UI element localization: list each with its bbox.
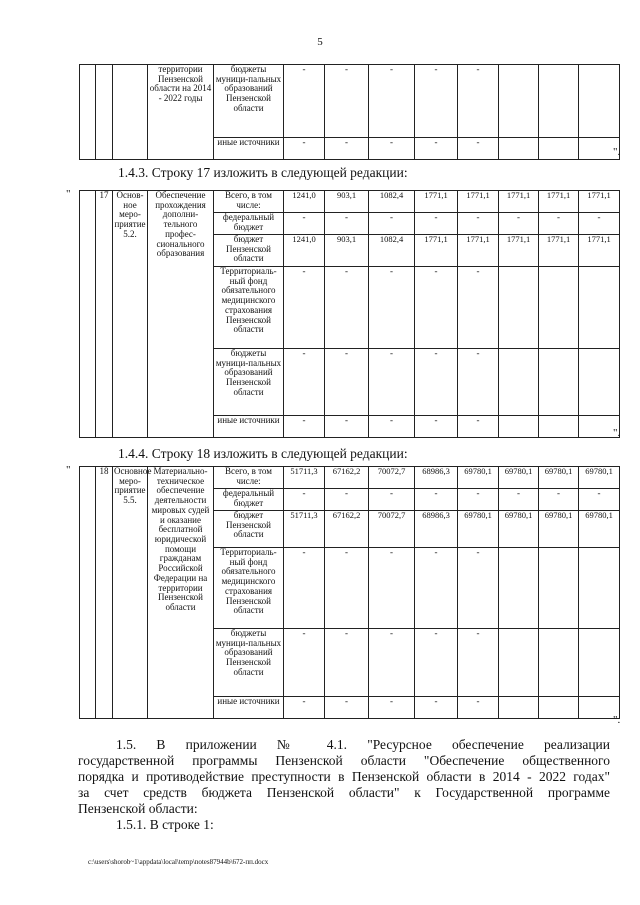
cell-empty <box>80 467 96 719</box>
paragraph-1-5 <box>78 737 610 833</box>
cell-source: бюджет Пензенской области <box>214 235 284 267</box>
cell-value <box>539 548 579 629</box>
cell-value: 1771,1 <box>579 191 620 213</box>
cell-value <box>579 65 620 138</box>
cell-value: - <box>415 267 458 349</box>
cell-source: иные источники <box>214 138 284 160</box>
cell-value: 1771,1 <box>499 235 539 267</box>
table-row-18 <box>79 466 620 719</box>
cell-value: 1771,1 <box>458 235 499 267</box>
cell-value <box>499 416 539 438</box>
paragraph-line: 1.5. В приложении № 4.1. "Ресурсное обеспечение реализации <box>116 737 610 752</box>
cell-value: - <box>325 138 369 160</box>
cell-value: - <box>458 65 499 138</box>
cell-value: - <box>284 548 325 629</box>
paragraph-line: государственной программы Пензенской области "Обеспечение общественного <box>78 753 610 768</box>
cell-value: - <box>284 629 325 697</box>
cell-value: - <box>325 65 369 138</box>
cell-value: - <box>415 697 458 719</box>
cell-value: 69780,1 <box>579 467 620 489</box>
cell-value: - <box>369 697 415 719</box>
cell-value: 1241,0 <box>284 235 325 267</box>
cell-value <box>499 65 539 138</box>
cell-value: - <box>539 213 579 235</box>
cell-event-name: Основное меро-приятие 5.5. <box>113 467 148 719</box>
closing-quote: ". <box>613 714 621 726</box>
cell-value: - <box>284 138 325 160</box>
cell-value: - <box>539 489 579 511</box>
cell-empty <box>96 65 113 160</box>
cell-value: - <box>415 416 458 438</box>
cell-source: иные источники <box>214 697 284 719</box>
cell-value: - <box>325 548 369 629</box>
cell-source: Территориаль-ный фонд обязательного медицинского страхования Пензенской области <box>214 548 284 629</box>
cell-value: 67162,2 <box>325 511 369 548</box>
cell-value: - <box>415 349 458 416</box>
file-path-footer: c:\users\shorob~1\appdata\local\temp\notes87944b\672-пп.docx <box>88 858 269 866</box>
cell-source: бюджеты муници-пальных образований Пензенской области <box>214 349 284 416</box>
cell-value: - <box>325 213 369 235</box>
cell-value: - <box>415 629 458 697</box>
cell-value: - <box>415 138 458 160</box>
cell-value: - <box>369 138 415 160</box>
cell-value <box>539 349 579 416</box>
cell-number: 17 <box>96 191 113 438</box>
cell-value: - <box>458 629 499 697</box>
cell-value: - <box>458 213 499 235</box>
cell-value: - <box>458 548 499 629</box>
cell-value: 68986,3 <box>415 467 458 489</box>
cell-description: Материально-техническое обеспечение деятельности мировых судей и оказание бесплатной юридической помощи гражданам Российской Федерации на территории Пензенской области <box>148 467 214 719</box>
cell-source: федеральный бюджет <box>214 213 284 235</box>
cell-value <box>499 629 539 697</box>
cell-event-name: Основ-ное меро-приятие 5.2. <box>113 191 148 438</box>
cell-value: - <box>284 65 325 138</box>
cell-value <box>499 267 539 349</box>
cell-value: - <box>369 65 415 138</box>
cell-value: - <box>415 489 458 511</box>
cell-value: 1771,1 <box>579 235 620 267</box>
cell-value: 70072,7 <box>369 511 415 548</box>
cell-value: 1771,1 <box>539 235 579 267</box>
cell-value: 69780,1 <box>539 511 579 548</box>
cell-value <box>499 138 539 160</box>
page-number: 5 <box>317 36 323 48</box>
cell-value <box>539 697 579 719</box>
cell-value: 903,1 <box>325 235 369 267</box>
cell-value <box>579 629 620 697</box>
cell-value: - <box>415 65 458 138</box>
cell-source: бюджеты муници-пальных образований Пензенской области <box>214 629 284 697</box>
cell-value: 69780,1 <box>539 467 579 489</box>
cell-value: - <box>284 267 325 349</box>
cell-value: - <box>325 489 369 511</box>
cell-value: 1082,4 <box>369 191 415 213</box>
cell-value: 1771,1 <box>415 235 458 267</box>
cell-value <box>539 267 579 349</box>
cell-value: - <box>369 548 415 629</box>
cell-value <box>499 548 539 629</box>
cell-value: 69780,1 <box>499 511 539 548</box>
cell-value: - <box>325 416 369 438</box>
cell-description: Обеспечение прохождения дополни-тельного профес-сионального образования <box>148 191 214 438</box>
paragraph-line: 1.5.1. В строке 1: <box>116 817 214 832</box>
cell-value: - <box>458 267 499 349</box>
cell-value <box>499 349 539 416</box>
cell-empty <box>80 65 96 160</box>
cell-value: 1082,4 <box>369 235 415 267</box>
cell-value: - <box>458 138 499 160</box>
opening-quote: " <box>66 188 71 200</box>
cell-value: - <box>415 548 458 629</box>
cell-value: - <box>499 213 539 235</box>
cell-description: территории Пензенской области на 2014 - 2022 годы <box>148 65 214 160</box>
cell-value: 51711,3 <box>284 467 325 489</box>
cell-value: - <box>284 489 325 511</box>
cell-value: - <box>284 416 325 438</box>
cell-value: 69780,1 <box>458 467 499 489</box>
cell-value: - <box>415 213 458 235</box>
cell-value: - <box>369 416 415 438</box>
cell-value: - <box>369 267 415 349</box>
cell-value: 1241,0 <box>284 191 325 213</box>
paragraph-line: порядка и противодействие преступности в Пензенской области в 2014 - 2022 годах" <box>78 769 610 784</box>
cell-value: 51711,3 <box>284 511 325 548</box>
cell-value: - <box>369 629 415 697</box>
paragraph-line: за счет средств бюджета Пензенской области" к Государственной программе <box>78 785 610 800</box>
cell-source: бюджет Пензенской области <box>214 511 284 548</box>
cell-value <box>579 349 620 416</box>
cell-value: - <box>499 489 539 511</box>
cell-value <box>539 138 579 160</box>
cell-value: - <box>325 697 369 719</box>
cell-value <box>539 416 579 438</box>
closing-quote: ". <box>613 146 621 158</box>
cell-value: 68986,3 <box>415 511 458 548</box>
cell-number: 18 <box>96 467 113 719</box>
cell-value: - <box>369 349 415 416</box>
cell-value: 1771,1 <box>539 191 579 213</box>
cell-source: федеральный бюджет <box>214 489 284 511</box>
cell-value: - <box>325 349 369 416</box>
cell-value: 69780,1 <box>579 511 620 548</box>
cell-value: - <box>579 213 620 235</box>
cell-value: 903,1 <box>325 191 369 213</box>
cell-value: - <box>325 267 369 349</box>
cell-value: - <box>458 697 499 719</box>
cell-source: Всего, в том числе: <box>214 467 284 489</box>
cell-value: 1771,1 <box>415 191 458 213</box>
cell-source: Территориаль-ный фонд обязательного медицинского страхования Пензенской области <box>214 267 284 349</box>
cell-value: 69780,1 <box>458 511 499 548</box>
cell-source: Всего, в том числе: <box>214 191 284 213</box>
cell-value <box>539 65 579 138</box>
cell-value: 1771,1 <box>458 191 499 213</box>
heading-row-17: 1.4.3. Строку 17 изложить в следующей редакции: <box>118 165 408 180</box>
cell-value: - <box>458 416 499 438</box>
cell-value: - <box>579 489 620 511</box>
cell-value <box>499 697 539 719</box>
cell-value <box>579 548 620 629</box>
cell-value: 70072,7 <box>369 467 415 489</box>
cell-empty <box>80 191 96 438</box>
table-row-17 <box>79 190 620 438</box>
cell-source: бюджеты муници-пальных образований Пензенской области <box>214 65 284 138</box>
cell-source: иные источники <box>214 416 284 438</box>
cell-value: - <box>284 213 325 235</box>
cell-value: - <box>284 697 325 719</box>
cell-value: 1771,1 <box>499 191 539 213</box>
cell-value <box>539 629 579 697</box>
cell-value: 69780,1 <box>499 467 539 489</box>
heading-row-18: 1.4.4. Строку 18 изложить в следующей редакции: <box>118 446 408 461</box>
cell-value: - <box>325 629 369 697</box>
cell-value: - <box>284 349 325 416</box>
cell-value: - <box>458 349 499 416</box>
cell-empty <box>113 65 148 160</box>
table-continuation <box>79 64 620 160</box>
cell-value: - <box>369 489 415 511</box>
cell-value: - <box>369 213 415 235</box>
cell-value: 67162,2 <box>325 467 369 489</box>
closing-quote: ". <box>613 427 621 439</box>
paragraph-line: Пензенской области: <box>78 801 198 816</box>
cell-value: - <box>458 489 499 511</box>
opening-quote: " <box>66 464 71 476</box>
cell-value <box>579 267 620 349</box>
